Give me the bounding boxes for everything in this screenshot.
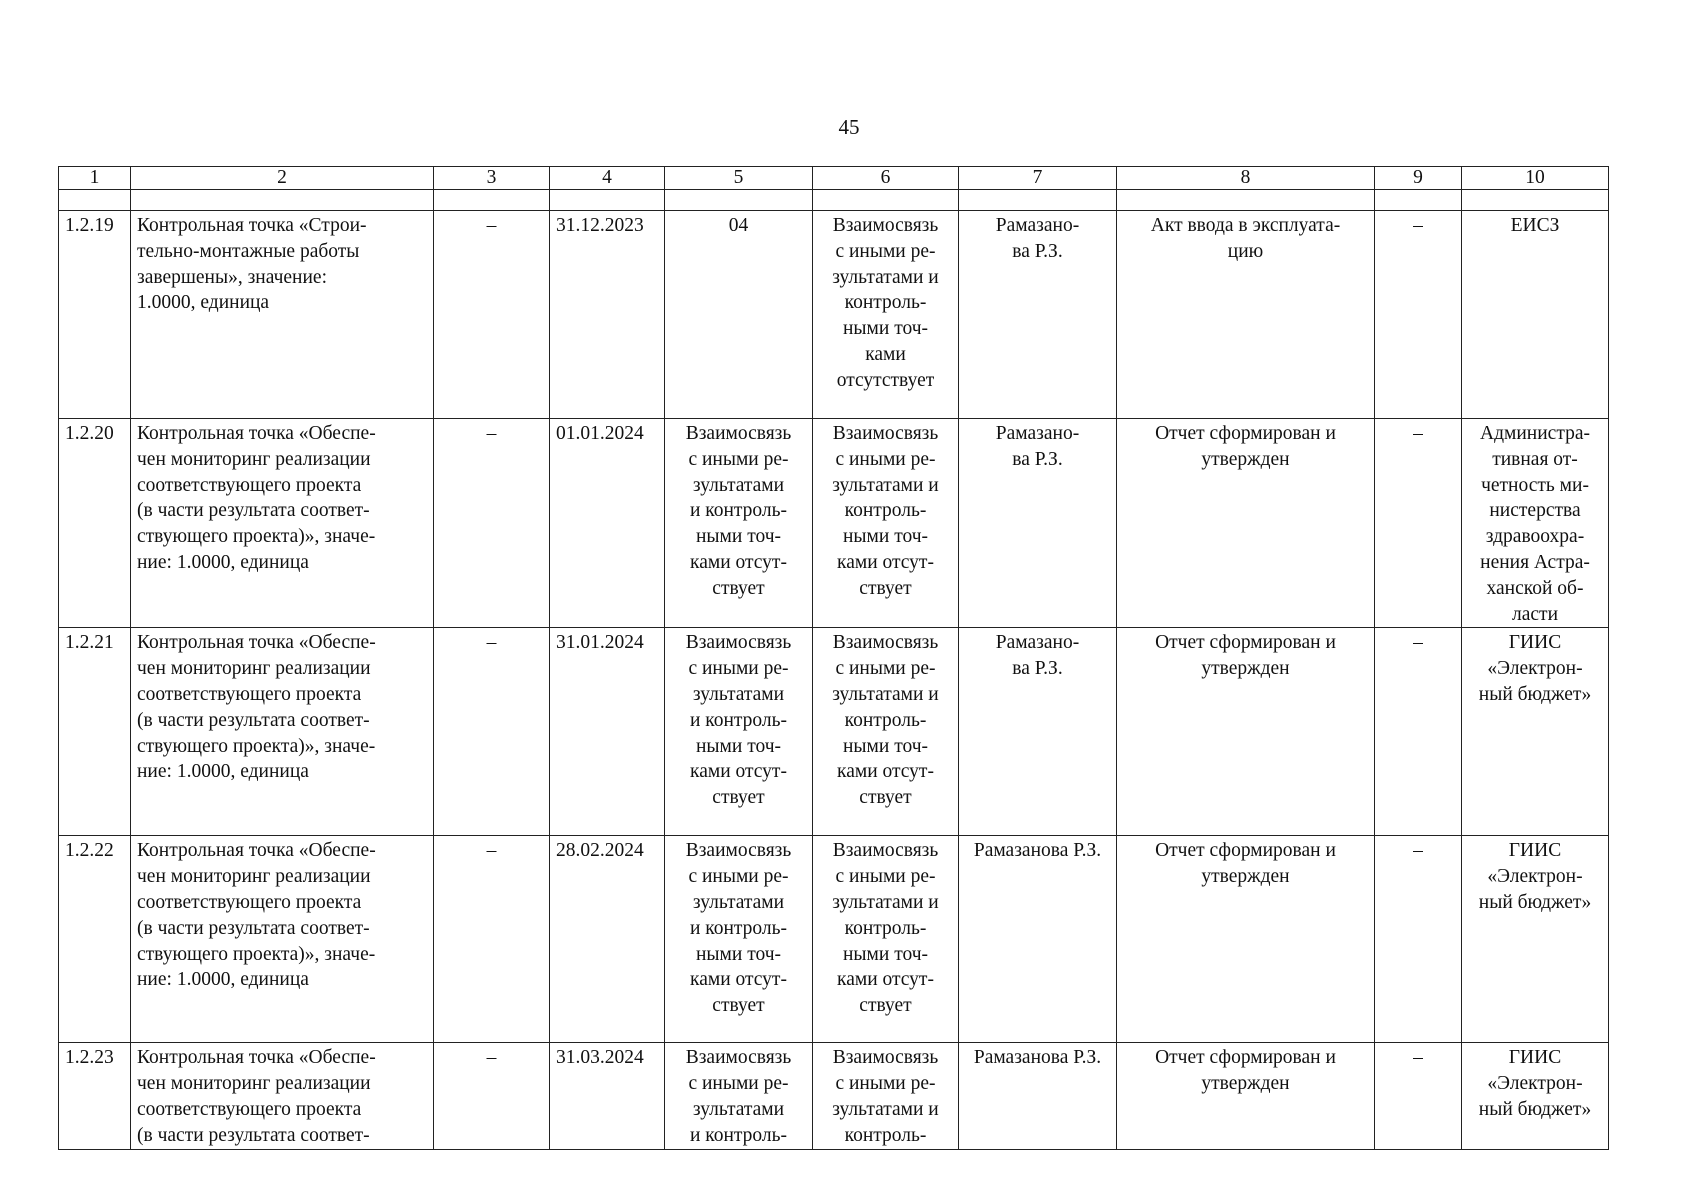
- cell-line: Администра-: [1480, 423, 1590, 444]
- cell-line: с иными ре-: [688, 658, 789, 680]
- cell-line: с иными ре-: [835, 658, 936, 680]
- column-number: 6: [813, 167, 959, 190]
- cell-line: ствует: [859, 995, 912, 1017]
- cell-line: ками отсут-: [690, 969, 787, 991]
- cell-line: Отчет сформирован и: [1155, 840, 1336, 862]
- cell-line: утвержден: [1201, 448, 1290, 470]
- row-number-cell: 1.2.23: [59, 1043, 131, 1149]
- control-point-name-cell: [131, 1043, 434, 1149]
- cell-line: зультатами и: [832, 1098, 939, 1120]
- column-number: 7: [959, 167, 1117, 190]
- relationship-cell-6: [813, 419, 959, 628]
- cell-line: ками: [865, 343, 906, 365]
- cell-line: с иными ре-: [835, 866, 936, 888]
- blank-cell: [665, 190, 813, 211]
- cell-line: контроль-: [844, 709, 927, 731]
- document-cell: [1117, 628, 1375, 836]
- cell-line: ГИИС: [1508, 632, 1562, 654]
- control-point-name-cell: [131, 836, 434, 1043]
- cell-line: чен мониторинг реализации: [137, 658, 371, 680]
- row-number-cell: 1.2.22: [59, 836, 131, 1043]
- cell-line: ГИИС: [1508, 1047, 1562, 1069]
- information-system-cell: [1462, 211, 1609, 419]
- cell-line: Отчет сформирован и: [1155, 1047, 1336, 1069]
- cell-line: нения Астра-: [1480, 551, 1590, 573]
- relationship-cell-5: [665, 1043, 813, 1149]
- information-system-cell: [1462, 1043, 1609, 1149]
- column-number-row: [59, 167, 1609, 190]
- cell-line: утвержден: [1201, 866, 1290, 888]
- table-row: [59, 628, 1609, 836]
- cell-line: «Электрон-: [1487, 658, 1583, 680]
- control-point-name-cell: [131, 419, 434, 628]
- blank-cell: [59, 190, 131, 211]
- date-cell: 31.01.2024: [550, 628, 665, 836]
- document-cell: [1117, 836, 1375, 1043]
- cell-line: Взаимосвязь: [685, 1047, 792, 1069]
- cell-line: ными точ-: [696, 735, 781, 757]
- column-3-cell: –: [434, 836, 550, 1043]
- cell-line: зультатами и: [832, 891, 939, 913]
- blank-cell: [959, 190, 1117, 211]
- row-number-cell: 1.2.21: [59, 628, 131, 836]
- cell-line: ствующего проекта)», значе-: [137, 735, 376, 757]
- column-number: 3: [434, 167, 550, 190]
- blank-cell: [434, 190, 550, 211]
- cell-line: цию: [1227, 240, 1264, 262]
- cell-line: ными точ-: [696, 526, 781, 548]
- cell-line: чен мониторинг реализации: [137, 448, 371, 470]
- cell-line: с иными ре-: [835, 448, 936, 470]
- cell-line: чен мониторинг реализации: [137, 1073, 371, 1095]
- relationship-cell-5: [665, 628, 813, 836]
- row-number-cell: 1.2.20: [59, 419, 131, 628]
- document-cell: [1117, 211, 1375, 419]
- cell-line: ние: 1.0000, единица: [137, 761, 309, 783]
- cell-line: ными точ-: [843, 318, 928, 340]
- cell-line: (в части результата соответ-: [137, 1124, 370, 1146]
- cell-line: ный бюджет»: [1478, 1098, 1592, 1120]
- table-row: [59, 1043, 1609, 1149]
- cell-line: ствует: [712, 577, 765, 599]
- information-system-cell: [1462, 628, 1609, 836]
- cell-line: контроль-: [844, 1124, 927, 1146]
- cell-line: (в части результата соответ-: [137, 709, 370, 731]
- column-3-cell: –: [434, 1043, 550, 1149]
- cell-line: Рамазано-: [995, 423, 1080, 444]
- cell-line: с иными ре-: [835, 1073, 936, 1095]
- responsible-cell: [959, 836, 1117, 1043]
- blank-row: [59, 190, 1609, 211]
- cell-line: Контрольная точка «Обеспе-: [137, 632, 376, 654]
- information-system-cell: [1462, 419, 1609, 628]
- cell-line: и контроль-: [689, 917, 788, 939]
- cell-line: зультатами: [692, 474, 785, 496]
- column-9-cell: –: [1375, 1043, 1462, 1149]
- cell-line: Взаимосвязь: [832, 1047, 939, 1069]
- cell-line: Отчет сформирован и: [1155, 632, 1336, 654]
- cell-line: ханской об-: [1486, 577, 1584, 599]
- relationship-cell-6: [813, 211, 959, 419]
- cell-line: и контроль-: [689, 500, 788, 522]
- control-point-name-cell: [131, 628, 434, 836]
- cell-line: зультатами: [692, 891, 785, 913]
- cell-line: ЕИСЗ: [1510, 215, 1560, 236]
- relationship-cell-5: [665, 836, 813, 1043]
- cell-line: Взаимосвязь: [685, 423, 792, 444]
- cell-line: Взаимосвязь: [685, 840, 792, 862]
- date-cell: 31.03.2024: [550, 1043, 665, 1149]
- cell-line: ствует: [859, 577, 912, 599]
- relationship-cell-6: [813, 1043, 959, 1149]
- control-point-name-cell: [131, 211, 434, 419]
- responsible-cell: [959, 211, 1117, 419]
- cell-line: соответствующего проекта: [137, 474, 362, 496]
- cell-line: зультатами и: [832, 266, 939, 288]
- cell-line: «Электрон-: [1487, 866, 1583, 888]
- cell-line: ствует: [712, 995, 765, 1017]
- table-row: [59, 419, 1609, 628]
- blank-cell: [131, 190, 434, 211]
- table-row: [59, 211, 1609, 419]
- relationship-cell-6: [813, 628, 959, 836]
- cell-line: Взаимосвязь: [832, 840, 939, 862]
- responsible-cell: [959, 1043, 1117, 1149]
- cell-line: Взаимосвязь: [832, 423, 939, 444]
- information-system-cell: [1462, 836, 1609, 1043]
- cell-line: завершены», значение:: [137, 266, 327, 288]
- cell-line: Контрольная точка «Обеспе-: [137, 1047, 376, 1069]
- cell-line: ствует: [712, 787, 765, 809]
- responsible-cell: [959, 419, 1117, 628]
- cell-line: ками отсут-: [690, 551, 787, 573]
- cell-line: ГИИС: [1508, 840, 1562, 862]
- cell-line: здравоохра-: [1485, 526, 1585, 548]
- cell-line: нистерства: [1489, 500, 1581, 522]
- cell-line: соответствующего проекта: [137, 891, 362, 913]
- cell-line: Отчет сформирован и: [1155, 423, 1336, 444]
- cell-line: и контроль-: [689, 709, 788, 731]
- cell-line: тивная от-: [1492, 448, 1578, 470]
- cell-line: Рамазано-: [995, 632, 1080, 654]
- cell-line: (в части результата соответ-: [137, 500, 370, 522]
- cell-line: ствующего проекта)», значе-: [137, 526, 376, 548]
- cell-line: ками отсут-: [837, 551, 934, 573]
- cell-line: ками отсут-: [837, 761, 934, 783]
- column-3-cell: –: [434, 419, 550, 628]
- blank-cell: [1117, 190, 1375, 211]
- column-3-cell: –: [434, 211, 550, 419]
- cell-line: контроль-: [844, 500, 927, 522]
- cell-line: ный бюджет»: [1478, 683, 1592, 705]
- blank-cell: [813, 190, 959, 211]
- cell-line: Контрольная точка «Обеспе-: [137, 840, 376, 862]
- cell-line: Акт ввода в эксплуата-: [1150, 215, 1341, 236]
- date-cell: 01.01.2024: [550, 419, 665, 628]
- control-points-table: [58, 166, 1609, 1150]
- relationship-cell-5: [665, 419, 813, 628]
- cell-line: с иными ре-: [688, 448, 789, 470]
- document-cell: [1117, 419, 1375, 628]
- column-3-cell: –: [434, 628, 550, 836]
- cell-line: ками отсут-: [690, 761, 787, 783]
- column-9-cell: –: [1375, 419, 1462, 628]
- table-row: [59, 836, 1609, 1043]
- column-number: 9: [1375, 167, 1462, 190]
- blank-cell: [1462, 190, 1609, 211]
- cell-line: зультатами и: [832, 474, 939, 496]
- cell-line: соответствующего проекта: [137, 683, 362, 705]
- cell-line: с иными ре-: [688, 1073, 789, 1095]
- column-number: 1: [59, 167, 131, 190]
- column-9-cell: –: [1375, 211, 1462, 419]
- cell-line: Контрольная точка «Обеспе-: [137, 423, 376, 444]
- cell-line: «Электрон-: [1487, 1073, 1583, 1095]
- cell-line: ласти: [1512, 603, 1558, 625]
- cell-line: 1.0000, единица: [137, 292, 270, 314]
- cell-line: Рамазанова Р.З.: [973, 840, 1102, 862]
- cell-line: и контроль-: [689, 1124, 788, 1146]
- cell-line: Взаимосвязь: [832, 632, 939, 654]
- cell-line: зультатами: [692, 1098, 785, 1120]
- table-body: [59, 211, 1609, 1150]
- cell-line: ный бюджет»: [1478, 891, 1592, 913]
- cell-line: контроль-: [844, 917, 927, 939]
- column-9-cell: –: [1375, 628, 1462, 836]
- cell-line: соответствующего проекта: [137, 1098, 362, 1120]
- cell-line: Взаимосвязь: [832, 215, 939, 236]
- cell-line: утвержден: [1201, 658, 1290, 680]
- cell-line: зультатами и: [832, 683, 939, 705]
- cell-line: ками отсут-: [837, 969, 934, 991]
- relationship-cell-5: [665, 211, 813, 419]
- column-number: 4: [550, 167, 665, 190]
- cell-line: ными точ-: [843, 943, 928, 965]
- cell-line: ствующего проекта)», значе-: [137, 943, 376, 965]
- row-number-cell: 1.2.19: [59, 211, 131, 419]
- cell-line: с иными ре-: [688, 866, 789, 888]
- cell-line: отсутствует: [836, 369, 935, 391]
- cell-line: ными точ-: [696, 943, 781, 965]
- column-9-cell: –: [1375, 836, 1462, 1043]
- cell-line: тельно-монтажные работы: [137, 240, 360, 262]
- cell-line: ствует: [859, 787, 912, 809]
- column-number: 10: [1462, 167, 1609, 190]
- responsible-cell: [959, 628, 1117, 836]
- cell-line: ва Р.З.: [1012, 240, 1063, 262]
- document-cell: [1117, 1043, 1375, 1149]
- cell-line: ва Р.З.: [1012, 658, 1063, 680]
- blank-cell: [550, 190, 665, 211]
- cell-line: Взаимосвязь: [685, 632, 792, 654]
- cell-line: с иными ре-: [835, 240, 936, 262]
- relationship-cell-6: [813, 836, 959, 1043]
- cell-line: зультатами: [692, 683, 785, 705]
- cell-line: контроль-: [844, 292, 927, 314]
- cell-line: четность ми-: [1481, 474, 1589, 496]
- column-number: 8: [1117, 167, 1375, 190]
- date-cell: 31.12.2023: [550, 211, 665, 419]
- cell-line: ными точ-: [843, 526, 928, 548]
- blank-cell: [1375, 190, 1462, 211]
- cell-line: чен мониторинг реализации: [137, 866, 371, 888]
- page-number: 45: [838, 115, 860, 139]
- cell-line: ние: 1.0000, единица: [137, 551, 309, 573]
- cell-line: ва Р.З.: [1012, 448, 1063, 470]
- cell-line: Контрольная точка «Строи-: [137, 215, 367, 236]
- cell-line: утвержден: [1201, 1073, 1290, 1095]
- cell-line: Рамазанова Р.З.: [973, 1047, 1102, 1069]
- column-number: 2: [131, 167, 434, 190]
- date-cell: 28.02.2024: [550, 836, 665, 1043]
- cell-line: ние: 1.0000, единица: [137, 969, 309, 991]
- column-number: 5: [665, 167, 813, 190]
- cell-line: 04: [728, 215, 749, 236]
- cell-line: ными точ-: [843, 735, 928, 757]
- cell-line: Рамазано-: [995, 215, 1080, 236]
- cell-line: (в части результата соответ-: [137, 917, 370, 939]
